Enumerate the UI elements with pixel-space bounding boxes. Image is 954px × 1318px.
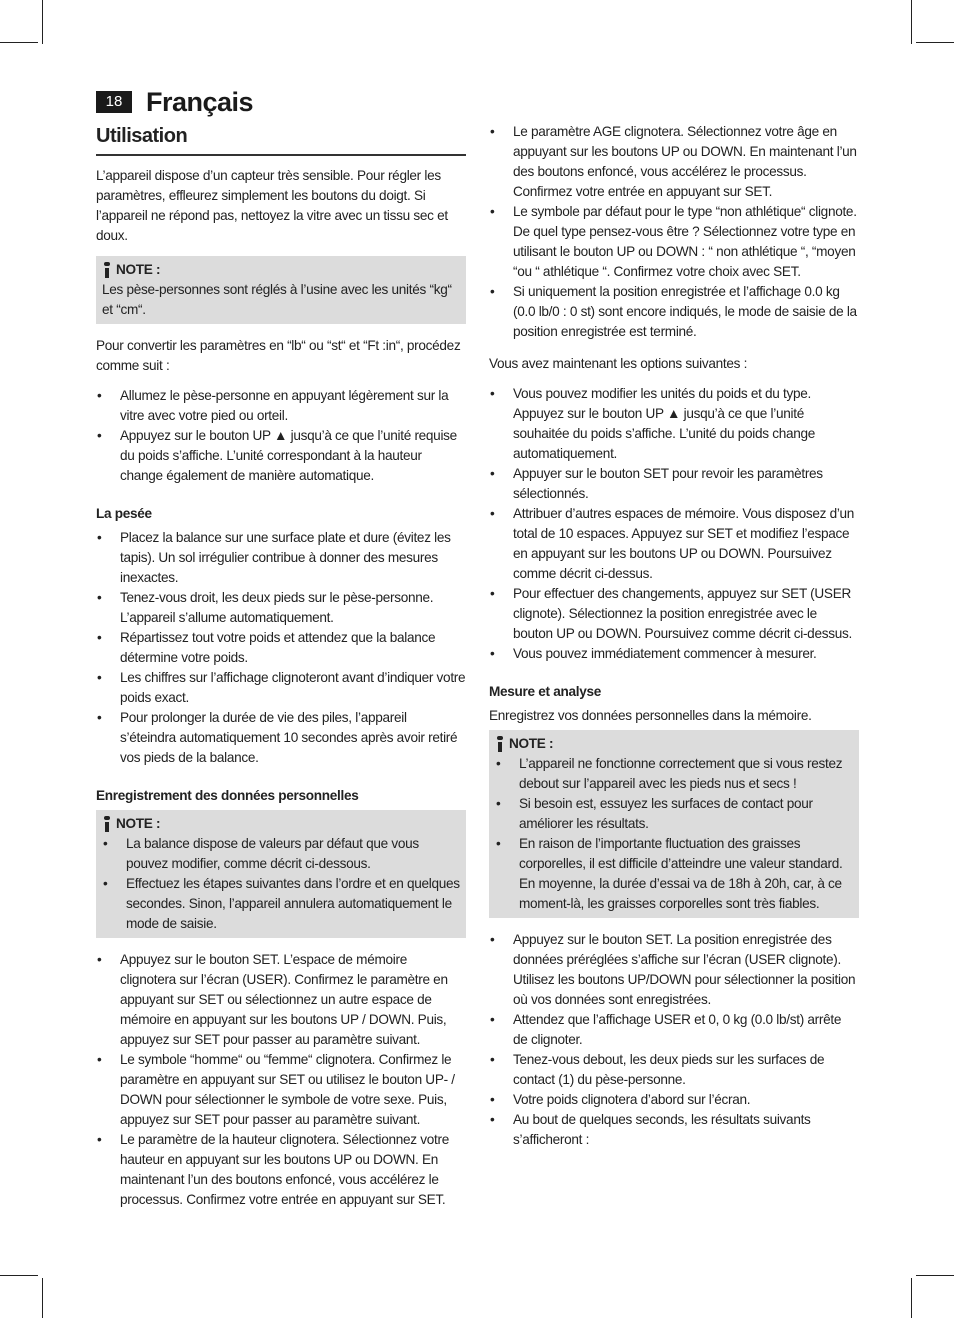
personal-list	[96, 950, 466, 1210]
measure-intro: Enregistrez vos données personnelles dans la mémoire.	[489, 708, 812, 723]
info-icon	[102, 816, 112, 832]
language-title: Français	[146, 87, 254, 117]
list-item: • L’appareil ne fonctionne correctement que si vous restez debout sur l’appareil avec les pieds nus et secs !	[495, 754, 853, 794]
crop-mark	[911, 0, 912, 44]
note-list	[495, 754, 853, 914]
list-item: • Pour prolonger la durée de vie des piles, l’appareil s’éteindra automatiquement 10 secondes après avoir retiré vos pieds de la balance.	[96, 708, 466, 768]
note-header	[102, 260, 460, 280]
note-box	[489, 730, 859, 918]
list-item: • Appuyez sur le bouton UP ▲ jusqu’à ce que l’unité requise du poids s’affiche. L’unité correspondant à la hauteur change également de manière automatique.	[96, 426, 466, 486]
weighing-list	[96, 528, 466, 768]
list-item: • Pour effectuer des changements, appuyez sur SET (USER clignote). Sélectionnez la position enregistrée avec le bouton UP ou DOWN. Poursuivez comme décrit ci-dessus.	[489, 584, 859, 644]
list-item: • Les chiffres sur l’affichage clignoteront avant d’indiquer votre poids exact.	[96, 668, 466, 708]
crop-mark	[916, 42, 954, 43]
options-intro: Vous avez maintenant les options suivantes :	[489, 356, 748, 371]
convert-list	[96, 386, 466, 486]
list-item: • Attendez que l’affichage USER et 0, 0 kg (0.0 lb/st) arrête de clignoter.	[489, 1010, 859, 1050]
note-box	[96, 810, 466, 938]
list-item: • Si besoin est, essuyez les surfaces de contact pour améliorer les résultats.	[495, 794, 853, 834]
list-item: • Appuyez sur le bouton SET. La position enregistrée des données préréglées s’affiche sur l’écran (USER clignote). Utilisez les boutons UP/DOWN pour sélectionner la position où vos données sont enregistrées.	[489, 930, 859, 1010]
list-item: • Appuyez sur le bouton SET. L’espace de mémoire clignotera sur l’écran (USER). Confirmez le paramètre en appuyant sur SET ou sélectionnez un autre espace de mémoire en appuyant sur les boutons UP / DOWN. Puis, appuyez sur SET pour passer au paramètre suivant.	[96, 950, 466, 1050]
list-item: • Vous pouvez immédiatement commencer à mesurer.	[489, 644, 859, 664]
subheading-measure: Mesure et analyse	[489, 684, 602, 699]
right-column	[489, 122, 859, 1162]
list-item: • Si uniquement la position enregistrée et l’affichage 0.0 kg (0.0 lb/0 : 0 st) sont encore indiqués, le mode de saisie de la position enregistrée est terminé.	[489, 282, 859, 342]
subheading-personal-data: Enregistrement des données personnelles	[96, 788, 359, 803]
list-item: • Allumez le pèse-personne en appuyant légèrement sur la vitre avec votre pied ou orteil.	[96, 386, 466, 426]
list-item: • En raison de l’importante fluctuation des graisses corporelles, il est difficile d’atteindre une valeur standard. En moyenne, la durée d’essai va de 18h à 20h, car, à ce moment-là, les graisses corporelles sont très fiables.	[495, 834, 853, 914]
section-title: Utilisation	[96, 122, 466, 156]
note-box	[96, 256, 466, 324]
list-item: • Le symbole par défaut pour le type “non athlétique“ clignote. De quel type pensez-vous être ? Sélectionnez votre type en utilisant le bouton UP ou DOWN : “ non athlétique “, “moyen “ou “ athlétique “. Confirmez votre choix avec SET.	[489, 202, 859, 282]
info-icon	[102, 262, 112, 278]
crop-mark	[916, 1275, 954, 1276]
crop-mark	[0, 42, 38, 43]
subheading-weighing: La pesée	[96, 506, 152, 521]
list-item: • Attribuer d’autres espaces de mémoire. Vous disposez d’un total de 10 espaces. Appuyez sur SET et modifiez l’espace en appuyant sur les boutons UP ou DOWN. Poursuivez comme décrit ci-dessus.	[489, 504, 859, 584]
list-item: • La balance dispose de valeurs par défaut que vous pouvez modifier, comme décrit ci-dessous.	[102, 834, 460, 874]
list-item: • Le paramètre AGE clignotera. Sélectionnez votre âge en appuyant sur les boutons UP ou DOWN. En maintenant l’un des boutons enfoncé, vous accélérez le processus. Confirmez votre entrée en appuyant sur SET.	[489, 122, 859, 202]
convert-intro: Pour convertir les paramètres en “lb“ ou “st“ et “Ft :in“, procédez comme suit :	[96, 338, 461, 373]
list-item: • Placez la balance sur une surface plate et dure (évitez les tapis). Un sol irrégulier contribue à donner des mesures inexactes.	[96, 528, 466, 588]
intro-paragraph: L’appareil dispose d’un capteur très sensible. Pour régler les paramètres, effleurez simplement les boutons du doigt. Si l’appareil ne répond pas, nettoyez la vitre avec un tissu sec et doux.	[96, 168, 448, 243]
crop-mark	[42, 0, 43, 44]
list-item: • Le symbole “homme“ ou “femme“ clignotera. Confirmez le paramètre en appuyant sur SET ou utilisez le bouton UP- / DOWN pour sélectionner le symbole de votre sexe. Puis, appuyez sur SET pour passer au paramètre suivant.	[96, 1050, 466, 1130]
list-item: • Appuyer sur le bouton SET pour revoir les paramètres sélectionnés.	[489, 464, 859, 504]
options-list	[489, 384, 859, 664]
note-text: Les pèse-personnes sont réglés à l’usine avec les unités “kg“ et “cm“.	[102, 282, 452, 317]
list-item: • Le paramètre de la hauteur clignotera. Sélectionnez votre hauteur en appuyant sur les boutons UP ou DOWN. En maintenant l’un des boutons enfoncé, vous accélérez le processus. Confirmez votre entrée en appuyant sur SET.	[96, 1130, 466, 1210]
list-item: • Au bout de quelques seconds, les résultats suivants s’afficheront :	[489, 1110, 859, 1150]
list-item: • Répartissez tout votre poids et attendez que la balance détermine votre poids.	[96, 628, 466, 668]
crop-mark	[911, 1278, 912, 1318]
note-label: NOTE :	[116, 262, 161, 277]
list-item: • Votre poids clignotera d’abord sur l’écran.	[489, 1090, 859, 1110]
list-item: • Vous pouvez modifier les unités du poids et du type. Appuyez sur le bouton UP ▲ jusqu’à ce que l’unité souhaitée du poids s’affiche. L’unité du poids change automatiquement.	[489, 384, 859, 464]
note-header	[495, 734, 853, 754]
list-item: • Tenez-vous droit, les deux pieds sur le pèse-personne. L’appareil s’allume automatiquement.	[96, 588, 466, 628]
left-column	[96, 122, 466, 1222]
setup-list	[489, 122, 859, 342]
crop-mark	[42, 1278, 43, 1318]
note-list	[102, 834, 460, 934]
note-header	[102, 814, 460, 834]
note-label: NOTE :	[116, 816, 161, 831]
crop-mark	[0, 1275, 38, 1276]
measure-list	[489, 930, 859, 1150]
list-item: • Effectuez les étapes suivantes dans l’ordre et en quelques secondes. Sinon, l’appareil annulera automatiquement le mode de saisie.	[102, 874, 460, 934]
note-label: NOTE :	[509, 736, 554, 751]
page-number: 18	[96, 91, 132, 113]
list-item: • Tenez-vous debout, les deux pieds sur les surfaces de contact (1) du pèse-personne.	[489, 1050, 859, 1090]
info-icon	[495, 736, 505, 752]
